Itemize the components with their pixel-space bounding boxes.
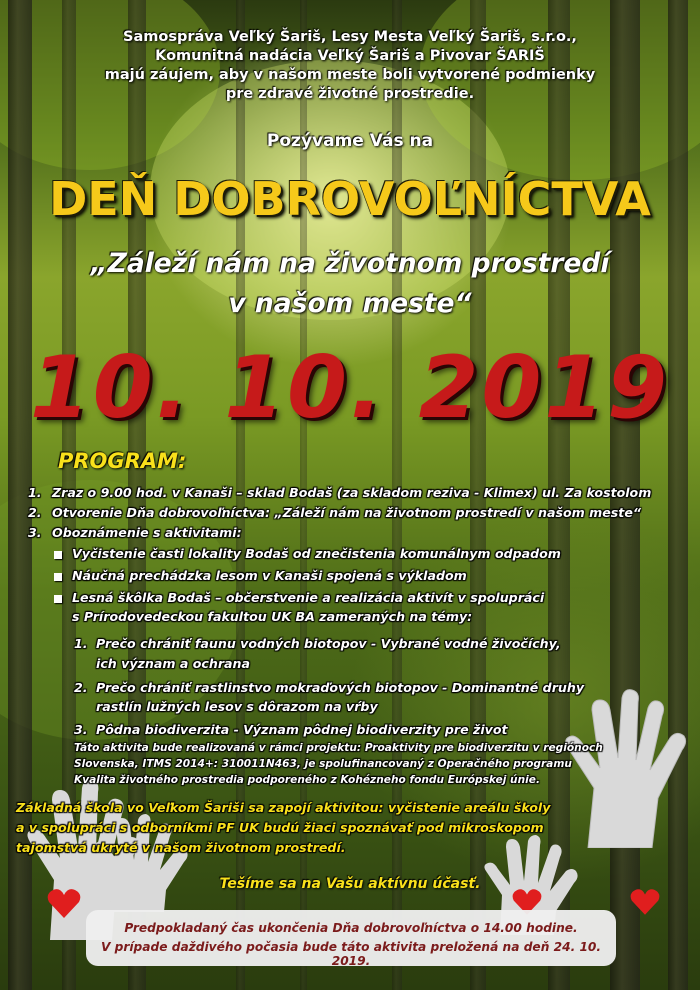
school-line: tajomstvá ukryté v našom životnom prostredí. (16, 840, 346, 855)
program-item: Otvorenie Dňa dobrovoľníctva: „Záleží nám na životnom prostredí v našom meste“ (52, 505, 641, 520)
closing-text: Tešíme sa na Vašu aktívnu účasť. (219, 876, 481, 892)
topic-number: 1. (74, 636, 88, 651)
event-title: DEŇ DOBROVOĽNÍCTVA (49, 172, 651, 226)
topic-item: Prečo chrániť rastlinstvo mokraďových biotopov - Dominantné druhy (96, 680, 585, 695)
topic-item: Prečo chrániť faunu vodných biotopov - Vybrané vodné živočíchy, (96, 636, 561, 651)
square-bullet-icon (54, 573, 62, 581)
activity-item: Lesná škôlka Bodaš – občerstvenie a realizácia aktivít v spolupráci (72, 590, 545, 605)
program-item: Oboznámenie s aktivitami: (52, 525, 242, 540)
motto-line: „Záleží nám na životnom prostredí (90, 248, 610, 279)
organizers-line: Komunitná nadácia Veľký Šariš a Pivovar ŠARIŠ (155, 48, 545, 64)
program-item: Zraz o 9.00 hod. v Kanaši – sklad Bodaš (za skladom reziva - Klimex) ul. Za kostolom (52, 485, 652, 500)
motto-line: v našom meste“ (228, 288, 472, 319)
activity-item: Vyčistenie časti lokality Bodaš od znečistenia komunálnym odpadom (72, 546, 561, 561)
footer-line: Predpokladaný čas ukončenia Dňa dobrovoľníctva o 14.00 hodine. (124, 921, 578, 935)
school-line: a v spolupráci s odborníkmi PF UK budú žiaci spoznávať pod mikroskopom (16, 820, 544, 835)
organizers-line: pre zdravé životné prostredie. (225, 86, 475, 102)
organizers-line: Samospráva Veľký Šariš, Lesy Mesta Veľký Šariš, s.r.o., (123, 29, 577, 45)
school-line: Základná škola vo Veľkom Šariši sa zapojí aktivitou: vyčistenie areálu školy (16, 800, 551, 815)
square-bullet-icon (54, 551, 62, 559)
square-bullet-icon (54, 595, 62, 603)
motto (0, 244, 700, 324)
program-item-number: 2. (28, 505, 42, 520)
program-item-number: 1. (28, 485, 42, 500)
program-heading: PROGRAM: (58, 449, 187, 473)
organizers (0, 28, 700, 104)
footer-line: V prípade daždivého počasia bude táto aktivita preložená na deň 24. 10. 2019. (100, 940, 602, 968)
topic-number: 2. (74, 680, 88, 695)
heart-icon (630, 888, 660, 915)
topic-item-continued: rastlín lužných lesov s dôrazom na vŕby (96, 699, 378, 714)
invite-text: Pozývame Vás na (266, 131, 434, 151)
activity-item-continued: s Prírodovedeckou fakultou UK BA zameraných na témy: (72, 609, 473, 624)
activity-item: Náučná prechádzka lesom v Kanaši spojená s výkladom (72, 568, 467, 583)
project-note-line: Kvalita životného prostredia podporeného z Kohézneho fondu Európskej únie. (74, 774, 540, 786)
topic-number: 3. (74, 722, 88, 737)
topic-item-continued: ich význam a ochrana (96, 656, 250, 671)
event-date: 10. 10. 2019 (30, 338, 670, 438)
project-note-line: Slovenska, ITMS 2014+: 310011N463, je spolufinancovaný z Operačného programu (74, 758, 572, 770)
organizers-line: majú záujem, aby v našom meste boli vytvorené podmienky (104, 67, 596, 83)
program-item-number: 3. (28, 525, 42, 540)
project-note-line: Táto aktivita bude realizovaná v rámci projektu: Proaktivity pre biodiverzitu v regiónoch (74, 742, 603, 754)
heart-icon (47, 888, 81, 918)
topic-item: Pôdna biodiverzita - Význam pôdnej biodiverzity pre život (96, 722, 508, 737)
